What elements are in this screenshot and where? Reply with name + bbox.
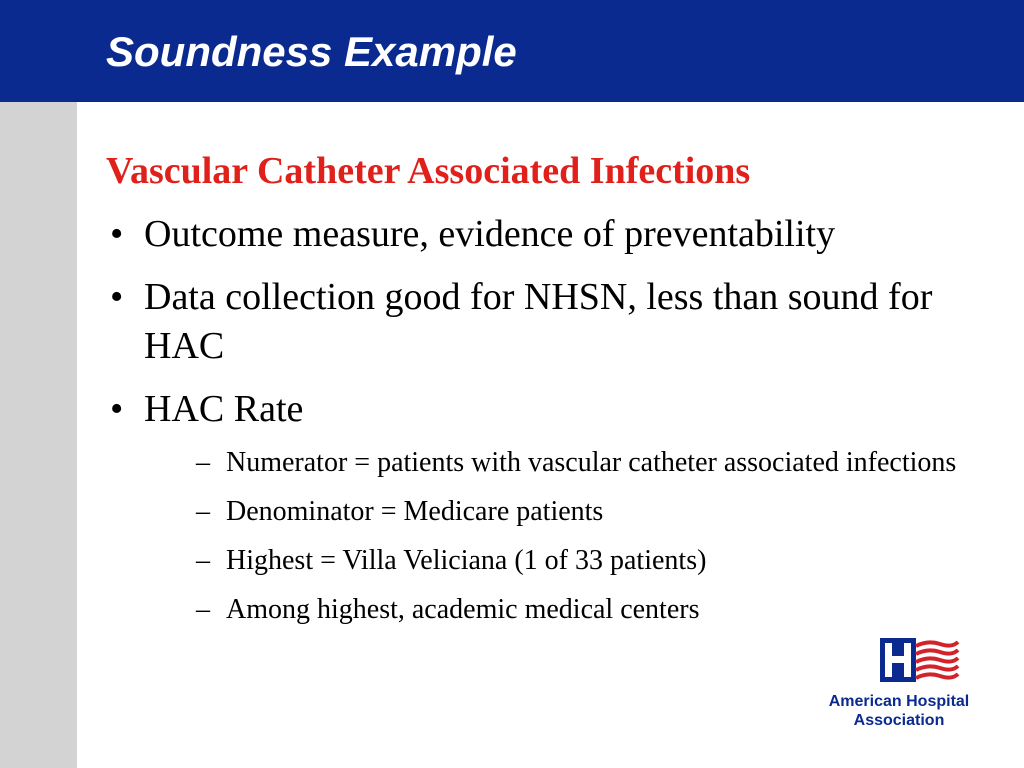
logo-text-line1: American Hospital	[828, 693, 970, 710]
left-sidebar-strip	[0, 102, 77, 768]
dash-marker: –	[196, 496, 210, 527]
sub-bullet-text: Highest = Villa Veliciana (1 of 33 patients)	[226, 545, 707, 576]
dash-marker: –	[196, 545, 210, 576]
bullet-marker: •	[110, 276, 124, 318]
sub-bullet-list	[196, 443, 1006, 630]
sub-bullet-item	[196, 590, 1006, 630]
bullet-marker: •	[110, 213, 124, 255]
bullet-text: HAC Rate	[144, 388, 304, 430]
sub-bullet-text: Denominator = Medicare patients	[226, 496, 604, 527]
slide-subtitle: Vascular Catheter Associated Infections	[106, 150, 751, 192]
title-bar	[0, 0, 1024, 102]
slide-content	[106, 148, 1006, 630]
slide-title: Soundness Example	[106, 28, 517, 75]
bullet-marker: •	[110, 388, 124, 430]
sub-bullet-text: Among highest, academic medical centers	[226, 594, 700, 625]
bullet-item	[106, 273, 1006, 371]
sub-bullet-item	[196, 492, 1006, 532]
sub-bullet-item	[196, 443, 1006, 483]
bullet-list	[106, 210, 1006, 630]
bullet-text: Outcome measure, evidence of preventability	[144, 213, 836, 255]
dash-marker: –	[196, 594, 210, 625]
logo-text-line2: Association	[853, 712, 945, 729]
bullet-item	[106, 210, 1006, 259]
sub-bullet-text: Numerator = patients with vascular catheter associated infections	[226, 447, 957, 478]
sub-bullet-item	[196, 541, 1006, 581]
aha-logo-icon	[880, 638, 960, 686]
aha-logo	[816, 638, 982, 732]
bullet-text: Data collection good for NHSN, less than sound for HAC	[144, 276, 933, 367]
bullet-item	[106, 385, 1006, 630]
dash-marker: –	[196, 447, 210, 478]
